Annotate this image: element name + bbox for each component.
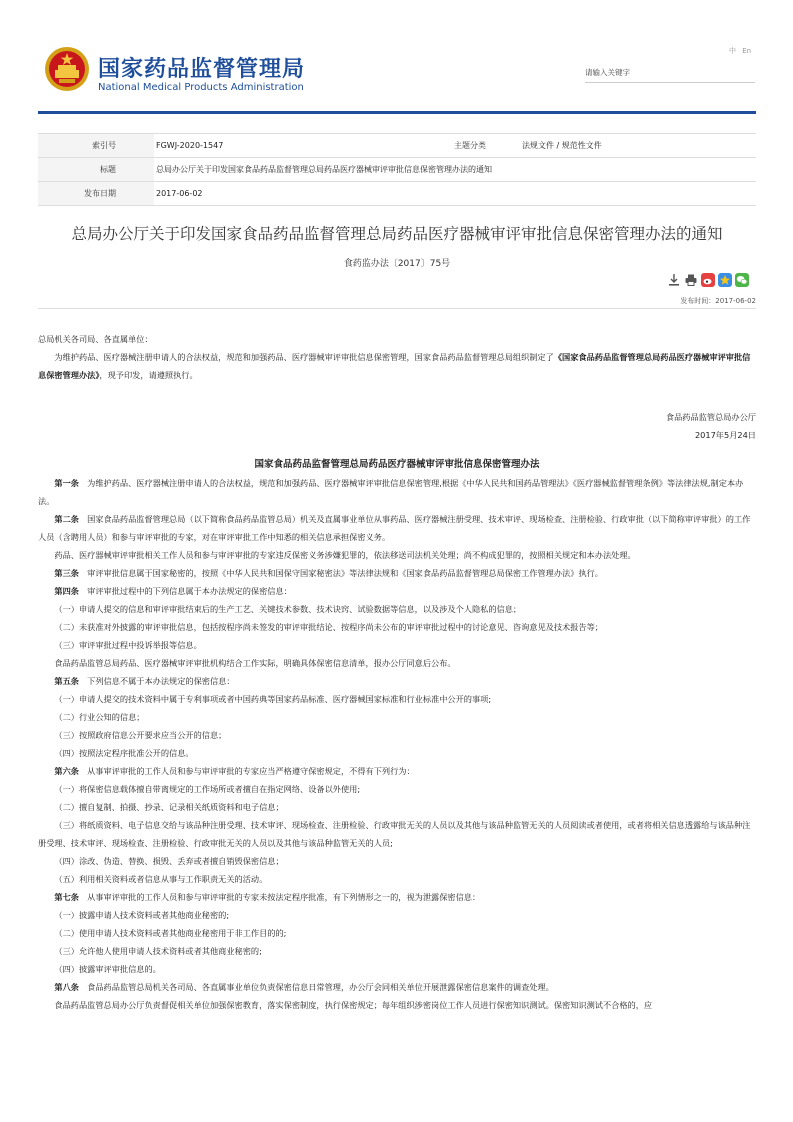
publish-time: 发布时间：2017-06-02 [680, 297, 756, 305]
article-heading: 第三条 [54, 568, 79, 578]
article-paragraph: 第六条 从事审评审批的工作人员和参与审评审批的专家应当严格遵守保密规定，不得有下列行为： [54, 766, 415, 776]
site-logo-text[interactable]: 国家药品监督管理局 [98, 57, 306, 82]
article-heading: 第五条 [54, 676, 79, 686]
list-item: （二）未获准对外披露的审评审批信息，包括按程序尚未签发的审评审批结论、按程序尚未公布的审评审批过程中的讨论意见、咨询意见及技术报告等； [54, 622, 603, 632]
lang-en-link[interactable]: En [742, 47, 752, 55]
list-item: （一）申请人提交的技术资料中属于专利事项或者中国药典等国家药品标准、医疗器械国家标准和行业标准中公开的事项; [54, 694, 492, 704]
sign-date: 2017年5月24日 [694, 430, 756, 440]
site-header [0, 0, 793, 115]
document-info-table [38, 133, 756, 206]
list-item: （三）审评审批过程中投诉举报等信息。 [54, 640, 202, 650]
article-paragraph: 第七条 从事审评审批的工作人员和参与审评审批的专家未按法定程序批准，有下列情形之一的，视为泄露保密信息： [54, 892, 481, 902]
article-body [38, 330, 756, 1014]
article-heading: 第四条 [54, 586, 79, 596]
signer: 食品药品监管总局办公厅 [665, 412, 756, 422]
category-value: 法规文件 / 规范性文件 [520, 134, 756, 158]
list-item: （四）涂改、伪造、替换、损毁、丢弃或者擅自销毁保密信息； [54, 856, 284, 866]
title-value: 总局办公厅关于印发国家食品药品监督管理总局药品医疗器械审评审批信息保密管理办法的通知 [154, 158, 756, 182]
index-label: 索引号 [38, 134, 154, 158]
article-paragraph: 食品药品监管总局药品、医疗器械审评审批机构结合工作实际，明确具体保密信息清单，报办公厅同意后公布。 [54, 658, 456, 668]
intro-text: 为维护药品、医疗器械注册申请人的合法权益，规范和加强药品、医疗器械审评审批信息保密管理，国家食品药品监督管理总局组织制定了 [54, 352, 554, 362]
list-item: （二）使用申请人技术资料或者其他商业秘密用于非工作目的的; [54, 928, 287, 938]
list-item: （三）将纸质资料、电子信息交给与该品种注册受理、技术审评、现场检查、注册检验、行政审批无关的人员以及其他与该品种监管无关的人员阅读或者使用，或者将相关信息透露给与该品种注册受理、技术审评、现场检查、注册检验、行政审批无关的人员以及其他与该品种监管无关的人员; [38, 820, 751, 848]
qzone-icon[interactable] [718, 273, 732, 287]
category-label: 主题分类 [396, 134, 520, 158]
article-heading: 第六条 [54, 766, 79, 776]
wechat-icon[interactable] [735, 273, 749, 287]
national-emblem-icon [44, 46, 90, 92]
list-item: （二）行业公知的信息； [54, 712, 145, 722]
article-paragraph: 第一条 为维护药品、医疗器械注册申请人的合法权益，规范和加强药品、医疗器械审评审批信息保密管理,根据《中华人民共和国药品管理法》《医疗器械监督管理条例》等法律法规,制定本办法。 [38, 478, 744, 506]
weibo-icon[interactable] [701, 273, 715, 287]
list-item: （五）利用相关资料或者信息从事与工作职责无关的活动。 [54, 874, 268, 884]
lang-zh-link[interactable]: 中 [729, 47, 736, 55]
article-paragraph: 第五条 下列信息不属于本办法规定的保密信息： [54, 676, 235, 686]
info-row [38, 158, 756, 182]
list-item: （三）允许他人使用申请人技术资料或者其他商业秘密的; [54, 946, 262, 956]
article-paragraph: 第二条 国家食品药品监督管理总局（以下简称食品药品监管总局）机关及直属事业单位从事药品、医疗器械注册受理、技术审评、现场检查、注册检验、行政审批（以下简称审评审批）的工作人员（含聘用人员）和参与审评审批的专家，对在审评审批工作中知悉的相关信息承担保密义务。 [38, 514, 751, 542]
index-value: FGWJ-2020-1547 [154, 134, 396, 158]
language-switcher [727, 46, 753, 56]
info-row [38, 182, 756, 206]
list-item: （四）按照法定程序批准公开的信息。 [54, 748, 194, 758]
site-logo-subtitle: National Medical Products Administration [98, 82, 304, 93]
info-row [38, 134, 756, 158]
publish-info-bar [38, 288, 756, 309]
article-title: 总局办公厅关于印发国家食品药品监督管理总局药品医疗器械审评审批信息保密管理办法的通知 [71, 225, 723, 243]
date-value: 2017-06-02 [154, 182, 756, 206]
article-paragraph: 药品、医疗器械审评审批相关工作人员和参与审评审批的专家违反保密义务涉嫌犯罪的，依法移送司法机关处理；尚不构成犯罪的，按照相关规定和本办法处理。 [54, 550, 636, 560]
article-toolbar [667, 272, 749, 288]
article-heading: 第七条 [54, 892, 79, 902]
list-item: （二）擅自复制、拍摄、抄录、记录相关纸质资料和电子信息； [54, 802, 284, 812]
article-paragraph: 食品药品监管总局办公厅负责督促相关单位加强保密教育，落实保密制度，执行保密规定；每年组织涉密岗位工作人员进行保密知识测试。保密知识测试不合格的，应 [54, 1000, 653, 1010]
regulation-title: 国家食品药品监督管理总局药品医疗器械审评审批信息保密管理办法 [254, 459, 540, 470]
article-heading: 第一条 [54, 478, 79, 488]
header-divider [38, 111, 756, 114]
title-label: 标题 [38, 158, 154, 182]
download-icon[interactable] [667, 273, 681, 287]
list-item: （一）申请人提交的信息和审评审批结束后的生产工艺、关键技术参数、技术诀窍、试验数据等信息，以及涉及个人隐私的信息； [54, 604, 522, 614]
article-heading: 第八条 [54, 982, 79, 992]
intro-text-end: ，现予印发，请遵照执行。 [99, 370, 198, 380]
list-item: （三）按照政府信息公开要求应当公开的信息； [54, 730, 227, 740]
article-paragraph: 第四条 审评审批过程中的下列信息属于本办法规定的保密信息： [54, 586, 292, 596]
article-paragraph: 第三条 审评审批信息属于国家秘密的，按照《中华人民共和国保守国家秘密法》等法律法规和《国家食品药品监督管理总局保密工作管理办法》执行。 [54, 568, 603, 578]
print-icon[interactable] [684, 273, 698, 287]
document-number: 食药监办法〔2017〕75号 [343, 259, 451, 269]
list-item: （一）披露申请人技术资料或者其他商业秘密的; [54, 910, 230, 920]
list-item: （一）将保密信息载体擅自带离规定的工作场所或者擅自在指定网络、设备以外使用; [54, 784, 361, 794]
date-label: 发布日期 [38, 182, 154, 206]
list-item: （四）披露审评审批信息的。 [54, 964, 161, 974]
intro-doc-name: 《国家食品药品监督管理总局药品医疗器械审评审批信息保密管理办法》 [38, 352, 751, 380]
article-paragraph: 第八条 食品药品监管总局机关各司局、各直属事业单位负责保密信息日常管理，办公厅会同相关单位开展泄露保密信息案件的调查处理。 [54, 982, 554, 992]
article-heading: 第二条 [54, 514, 79, 524]
intro-paragraph [38, 348, 756, 384]
search-input[interactable] [585, 62, 755, 83]
salutation: 总局机关各司局、各直属单位： [38, 334, 153, 344]
